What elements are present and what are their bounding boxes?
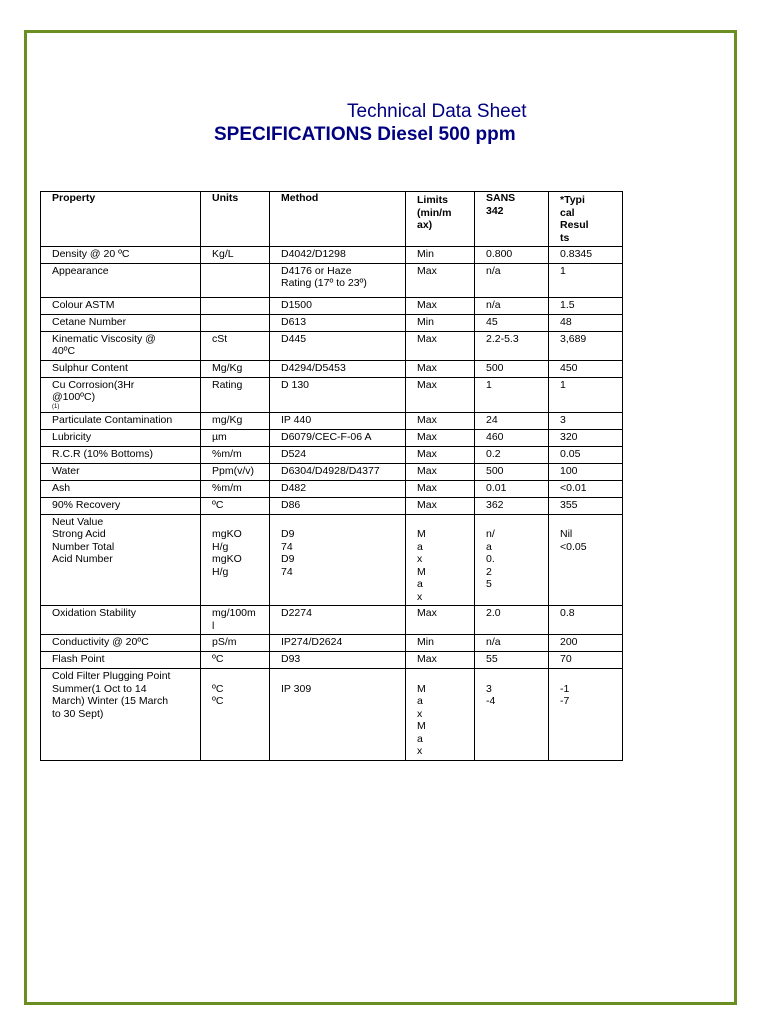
cell-property: Cu Corrosion(3Hr @100ºC) (1) (41, 377, 201, 412)
cell-limits: Max (406, 263, 475, 297)
table-row (41, 497, 623, 514)
cell-method: D4176 or Haze Rating (17º to 23º) (270, 263, 406, 297)
cell-units (201, 297, 270, 314)
table-row (41, 463, 623, 480)
cell-typical-result: 1.5 (549, 297, 623, 314)
cell-limits: Max (406, 360, 475, 377)
table-row (41, 635, 623, 652)
cell-typical-result: 1 (549, 263, 623, 297)
cell-limits: Max (406, 652, 475, 669)
cell-sans-342: 2.2-5.3 (475, 331, 549, 360)
cell-method: IP 440 (270, 412, 406, 429)
cell-units: %m/m (201, 446, 270, 463)
cell-units: mgKO H/g mgKO H/g (201, 514, 270, 606)
cell-property: Appearance (41, 263, 201, 297)
cell-sans-342: 55 (475, 652, 549, 669)
cell-method: D1500 (270, 297, 406, 314)
cell-property: Flash Point (41, 652, 201, 669)
cell-units: cSt (201, 331, 270, 360)
table-row (41, 263, 623, 297)
cell-property: 90% Recovery (41, 497, 201, 514)
cell-sans-342: 500 (475, 360, 549, 377)
cell-limits: Min (406, 635, 475, 652)
table-row (41, 606, 623, 635)
cell-typical-result: 0.05 (549, 446, 623, 463)
cell-typical-result: 3 (549, 412, 623, 429)
cell-property: Sulphur Content (41, 360, 201, 377)
cell-units: pS/m (201, 635, 270, 652)
cell-units (201, 314, 270, 331)
table-row (41, 297, 623, 314)
cell-sans-342: 460 (475, 429, 549, 446)
header-sans-342: SANS 342 (475, 192, 549, 247)
table-row (41, 514, 623, 606)
cell-limits: M a x M a x (406, 669, 475, 761)
cell-limits: Min (406, 247, 475, 264)
cell-property: Cetane Number (41, 314, 201, 331)
cell-typical-result: -1 -7 (549, 669, 623, 761)
cell-limits: Max (406, 497, 475, 514)
header-units: Units (201, 192, 270, 247)
cell-property: Kinematic Viscosity @ 40ºC (41, 331, 201, 360)
cell-limits: Max (406, 331, 475, 360)
cell-property: Colour ASTM (41, 297, 201, 314)
cell-typical-result: Nil <0.05 (549, 514, 623, 606)
cell-limits: Max (406, 446, 475, 463)
cell-units: µm (201, 429, 270, 446)
cell-sans-342: 2.0 (475, 606, 549, 635)
table-row (41, 480, 623, 497)
cell-sans-342: 0.800 (475, 247, 549, 264)
cell-typical-result: <0.01 (549, 480, 623, 497)
table-row (41, 377, 623, 412)
cell-typical-result: 48 (549, 314, 623, 331)
cell-units: ºC ºC (201, 669, 270, 761)
cell-property: Ash (41, 480, 201, 497)
cell-units (201, 263, 270, 297)
cell-units: mg/100m l (201, 606, 270, 635)
cell-method: D6079/CEC-F-06 A (270, 429, 406, 446)
header-method: Method (270, 192, 406, 247)
table-row (41, 446, 623, 463)
cell-method: D482 (270, 480, 406, 497)
cell-method: D2274 (270, 606, 406, 635)
cell-method: D445 (270, 331, 406, 360)
cell-property: Cold Filter Plugging Point Summer(1 Oct to 14 March) Winter (15 March to 30 Sept) (41, 669, 201, 761)
cell-property: Lubricity (41, 429, 201, 446)
cell-typical-result: 200 (549, 635, 623, 652)
document-title: Technical Data Sheet (347, 101, 527, 122)
table-row (41, 669, 623, 761)
cell-method: IP 309 (270, 669, 406, 761)
cell-limits: Max (406, 463, 475, 480)
header-limits: Limits (min/m ax) (406, 192, 475, 247)
table-row (41, 314, 623, 331)
cell-limits: Max (406, 377, 475, 412)
document-subtitle: SPECIFICATIONS Diesel 500 ppm (214, 124, 516, 145)
cell-sans-342: n/a (475, 263, 549, 297)
cell-method: D4042/D1298 (270, 247, 406, 264)
cell-limits: Max (406, 480, 475, 497)
cell-sans-342: 45 (475, 314, 549, 331)
cell-method: D9 74 D9 74 (270, 514, 406, 606)
cell-typical-result: 1 (549, 377, 623, 412)
cell-property: Neut Value Strong Acid Number Total Acid Number (41, 514, 201, 606)
cell-property: R.C.R (10% Bottoms) (41, 446, 201, 463)
cell-property: Water (41, 463, 201, 480)
cell-typical-result: 0.8345 (549, 247, 623, 264)
cell-typical-result: 0.8 (549, 606, 623, 635)
table-row (41, 652, 623, 669)
cell-typical-result: 3,689 (549, 331, 623, 360)
cell-sans-342: 0.2 (475, 446, 549, 463)
cell-typical-result: 355 (549, 497, 623, 514)
cell-units: Ppm(v/v) (201, 463, 270, 480)
header-typical-results: *Typi cal Resul ts (549, 192, 623, 247)
cell-method: D524 (270, 446, 406, 463)
table-header-row (41, 192, 623, 247)
cell-limits: Max (406, 412, 475, 429)
cell-method: D613 (270, 314, 406, 331)
table-row (41, 360, 623, 377)
cell-units: mg/Kg (201, 412, 270, 429)
cell-sans-342: 1 (475, 377, 549, 412)
cell-method: D 130 (270, 377, 406, 412)
header-property: Property (41, 192, 201, 247)
table-row (41, 247, 623, 264)
cell-typical-result: 320 (549, 429, 623, 446)
cell-typical-result: 450 (549, 360, 623, 377)
table-row (41, 331, 623, 360)
cell-method: D86 (270, 497, 406, 514)
footnote-mark: (1) (52, 403, 60, 410)
cell-limits: Max (406, 429, 475, 446)
cell-units: Kg/L (201, 247, 270, 264)
cell-method: D6304/D4928/D4377 (270, 463, 406, 480)
cell-sans-342: 3 -4 (475, 669, 549, 761)
cell-sans-342: n/a (475, 297, 549, 314)
specifications-table (40, 191, 623, 761)
cell-method: IP274/D2624 (270, 635, 406, 652)
cell-typical-result: 100 (549, 463, 623, 480)
cell-units: %m/m (201, 480, 270, 497)
cell-sans-342: 24 (475, 412, 549, 429)
cell-sans-342: 362 (475, 497, 549, 514)
cell-method: D4294/D5453 (270, 360, 406, 377)
cell-sans-342: 0.01 (475, 480, 549, 497)
cell-method: D93 (270, 652, 406, 669)
cell-property: Density @ 20 ºC (41, 247, 201, 264)
cell-units: ºC (201, 652, 270, 669)
cell-property: Oxidation Stability (41, 606, 201, 635)
cell-limits: Min (406, 314, 475, 331)
cell-units: Rating (201, 377, 270, 412)
cell-property: Conductivity @ 20ºC (41, 635, 201, 652)
cell-sans-342: n/ a 0. 2 5 (475, 514, 549, 606)
cell-limits: M a x M a x (406, 514, 475, 606)
cell-limits: Max (406, 606, 475, 635)
cell-units: Mg/Kg (201, 360, 270, 377)
cell-sans-342: n/a (475, 635, 549, 652)
cell-property: Particulate Contamination (41, 412, 201, 429)
cell-units: ºC (201, 497, 270, 514)
table-row (41, 429, 623, 446)
cell-limits: Max (406, 297, 475, 314)
cell-typical-result: 70 (549, 652, 623, 669)
table-row (41, 412, 623, 429)
cell-sans-342: 500 (475, 463, 549, 480)
